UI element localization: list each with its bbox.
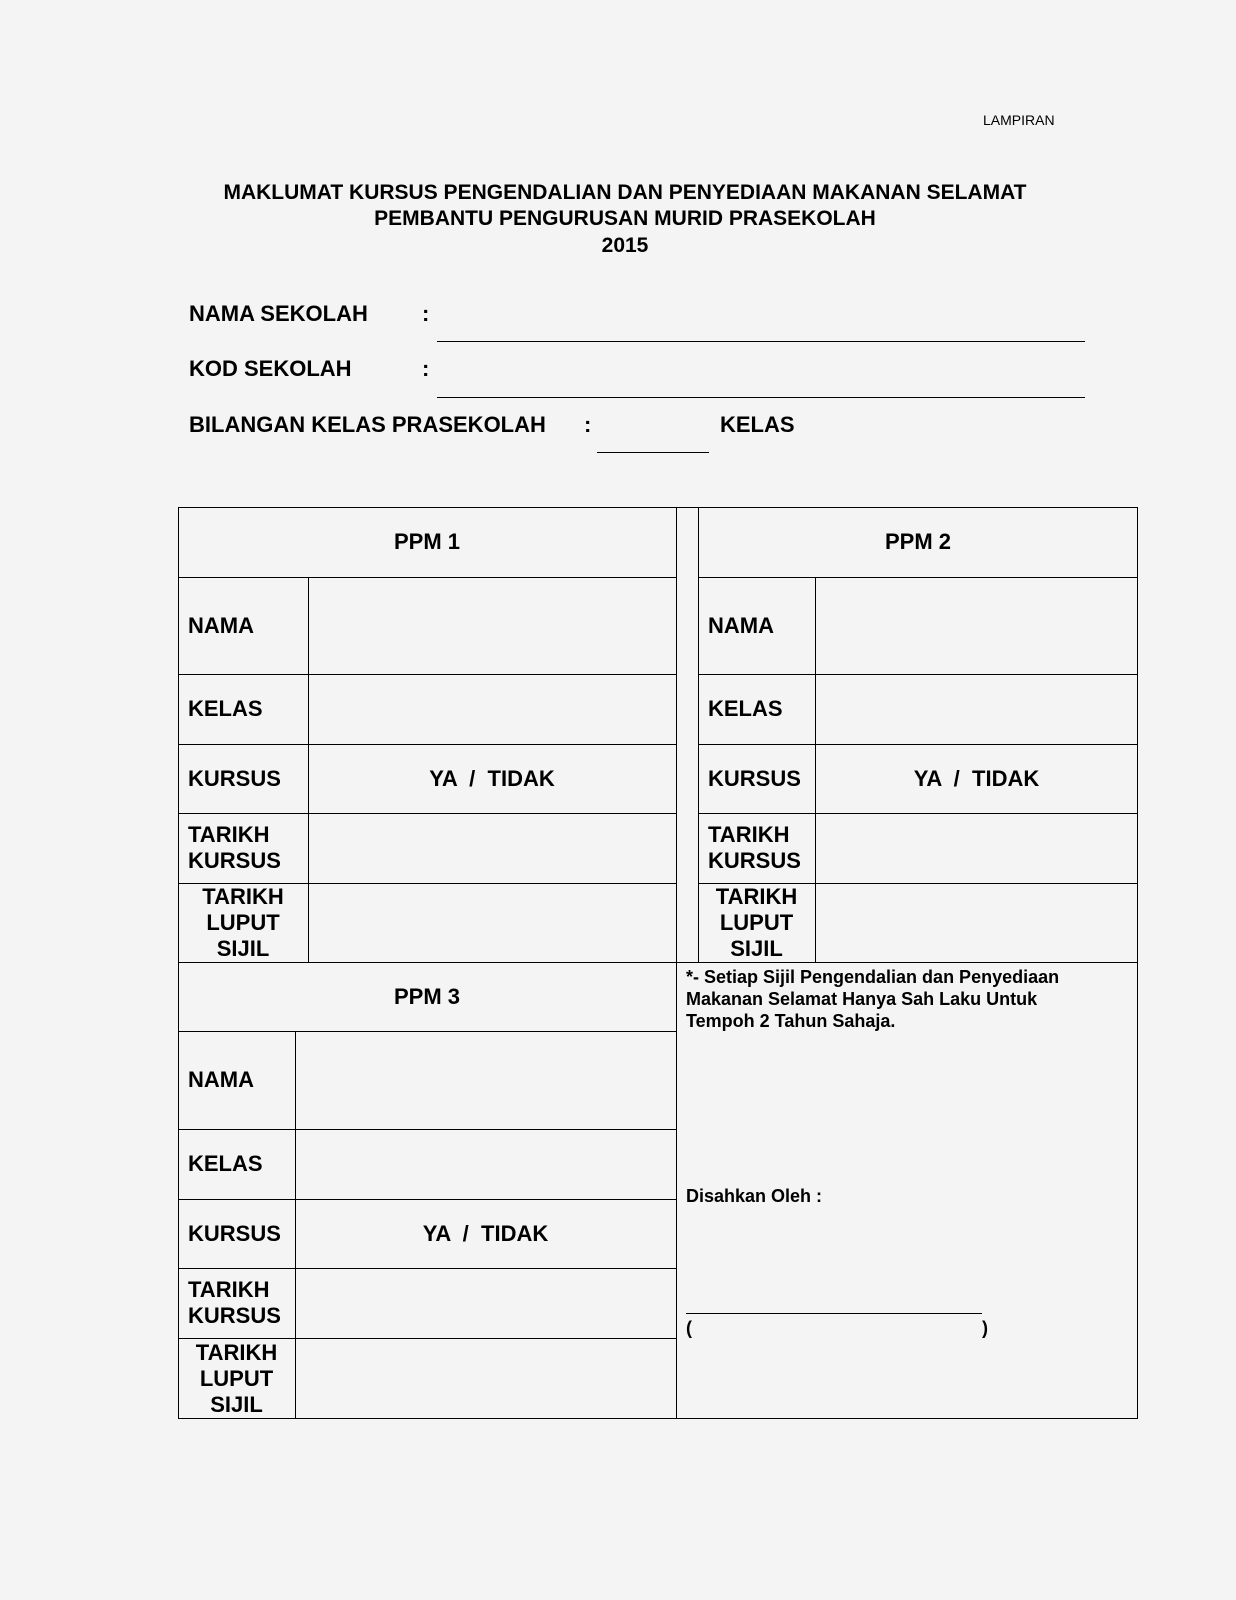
ppm1-nama-field[interactable] [309, 578, 675, 673]
ppm1-nama-label: NAMA [188, 612, 254, 638]
ppm3-nama-field[interactable] [296, 1032, 675, 1128]
title-line-1: MAKLUMAT KURSUS PENGENDALIAN DAN PENYEDIAAN MAKANAN SELAMAT [223, 181, 1027, 204]
ppm2-tarikh-luput-field[interactable] [816, 884, 1136, 961]
ppm2-kelas-label: KELAS [708, 696, 783, 721]
ppm1-tarikh-kursus-label: TARIKH KURSUS [188, 822, 281, 873]
bilangan-kelas-label: BILANGAN KELAS PRASEKOLAH [189, 412, 546, 437]
ppm1-kursus-label: KURSUS [188, 765, 281, 791]
ppm2-tarikh-kursus-field[interactable] [816, 814, 1136, 882]
ppm2-kelas-field[interactable] [816, 675, 1136, 743]
name-open-paren: ( [686, 1318, 692, 1338]
bilangan-kelas-input-line[interactable] [597, 452, 709, 453]
kod-sekolah-label: KOD SEKOLAH [189, 356, 352, 381]
verifier-name-field[interactable] [698, 1318, 976, 1340]
disahkan-oleh-label: Disahkan Oleh : [686, 1186, 823, 1206]
title-year: 2015 [601, 234, 649, 257]
colon: : [422, 301, 430, 326]
ppm3-kursus-label: KURSUS [188, 1220, 281, 1246]
colon: : [422, 356, 430, 381]
ppm2-tarikh-kursus-label: TARIKH KURSUS [708, 822, 801, 873]
ppm1-ya-tidak[interactable]: YA / TIDAK [429, 765, 555, 791]
kod-sekolah-input-line[interactable] [437, 397, 1085, 398]
ppm2-nama-field[interactable] [816, 578, 1136, 673]
ppm3-kelas-label: KELAS [188, 1151, 263, 1176]
ppm1-tarikh-luput-label: TARIKH LUPUT SIJIL [202, 883, 284, 961]
ppm3-tarikh-kursus-label: TARIKH KURSUS [188, 1277, 281, 1328]
ppm2-kursus-label: KURSUS [708, 765, 801, 791]
ppm1-tarikh-luput-field[interactable] [309, 884, 675, 961]
ppm2-nama-label: NAMA [708, 612, 774, 638]
kelas-suffix: KELAS [720, 412, 795, 437]
nama-sekolah-input-line[interactable] [437, 341, 1085, 342]
ppm3-tarikh-luput-field[interactable] [296, 1339, 675, 1418]
lampiran-label: LAMPIRAN [983, 112, 1055, 128]
ppm3-tarikh-luput-label: TARIKH LUPUT SIJIL [195, 1339, 278, 1417]
nama-sekolah-label: NAMA SEKOLAH [189, 301, 368, 326]
colon: : [584, 412, 592, 437]
ppm3-nama-label: NAMA [188, 1067, 254, 1092]
name-close-paren: ) [982, 1318, 988, 1338]
ppm2-tarikh-luput-label: TARIKH LUPUT SIJIL [715, 883, 798, 961]
ppm1-kelas-field[interactable] [309, 675, 675, 743]
ppm2-title: PPM 2 [884, 529, 952, 554]
ppm3-tarikh-kursus-field[interactable] [296, 1269, 675, 1337]
ppm3-ya-tidak[interactable]: YA / TIDAK [422, 1220, 549, 1246]
signature-line[interactable] [686, 1313, 982, 1314]
ppm1-title: PPM 1 [393, 529, 461, 554]
ppm1-tarikh-kursus-field[interactable] [309, 814, 675, 882]
certificate-validity-note: *- Setiap Sijil Pengendalian dan Penyediaan Makanan Selamat Hanya Sah Laku Untuk Tempoh 2 Tahun Sahaja. [686, 967, 1060, 1031]
ppm3-kelas-field[interactable] [296, 1130, 675, 1198]
title-line-2: PEMBANTU PENGURUSAN MURID PRASEKOLAH [374, 207, 876, 230]
ppm2-ya-tidak[interactable]: YA / TIDAK [913, 765, 1040, 791]
ppm3-title: PPM 3 [393, 983, 461, 1009]
ppm1-kelas-label: KELAS [188, 696, 263, 721]
